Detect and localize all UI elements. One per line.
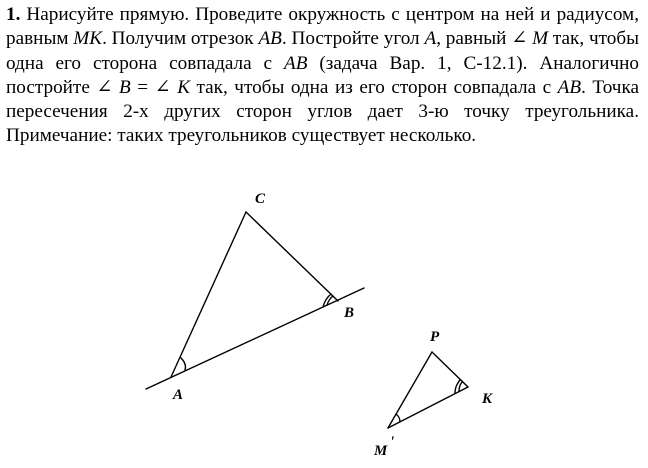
big-triangle-figure	[146, 212, 364, 389]
problem-number: 1.	[6, 4, 21, 25]
text-segment: (задача Вар. 1, С-12.1). Аналогично постройте ∠	[6, 52, 639, 98]
text-segment: так, чтобы одна его сторона совпадала с	[6, 28, 639, 74]
label-k: K	[482, 391, 493, 407]
text-segment: Нарисуйте прямую. Проведите окружность с центром на ней и радиусом, равным	[6, 4, 639, 50]
angle-arc-a	[181, 358, 186, 370]
label-p: P	[430, 329, 440, 345]
segment-name-ab: AB	[258, 28, 282, 50]
text-segment: . Постройте угол	[281, 28, 425, 50]
text-segment: так, чтобы одна из его сторон совпадала с	[190, 76, 558, 98]
angle-name-a: A	[424, 28, 437, 50]
text-segment: , равный ∠	[436, 28, 533, 50]
segment-name-ab: AB	[284, 52, 308, 74]
angle-name-k: K	[177, 76, 190, 98]
angle-name-m: M	[532, 28, 549, 50]
segment-name-ab: AB	[557, 76, 582, 98]
text-segment: . Точка пересечения 2-х других сторон углов дает 3-ю точку треугольника. Примечание: таких треугольников существует несколько.	[6, 76, 640, 147]
angle-name-b: B	[118, 76, 131, 98]
label-c: C	[255, 191, 266, 207]
label-b: B	[344, 305, 355, 321]
label-a: A	[173, 387, 184, 403]
small-triangle-figure	[388, 352, 468, 428]
side-ac	[171, 212, 246, 377]
text-segment: = ∠	[130, 76, 178, 98]
base-line	[146, 288, 364, 389]
label-m-prime: '	[390, 434, 395, 450]
text-segment: . Получим отрезок	[102, 28, 259, 50]
segment-name-mk: MK	[73, 28, 103, 50]
label-m: M	[374, 443, 388, 459]
angle-arc-m	[396, 414, 400, 422]
side-bc	[246, 212, 338, 301]
